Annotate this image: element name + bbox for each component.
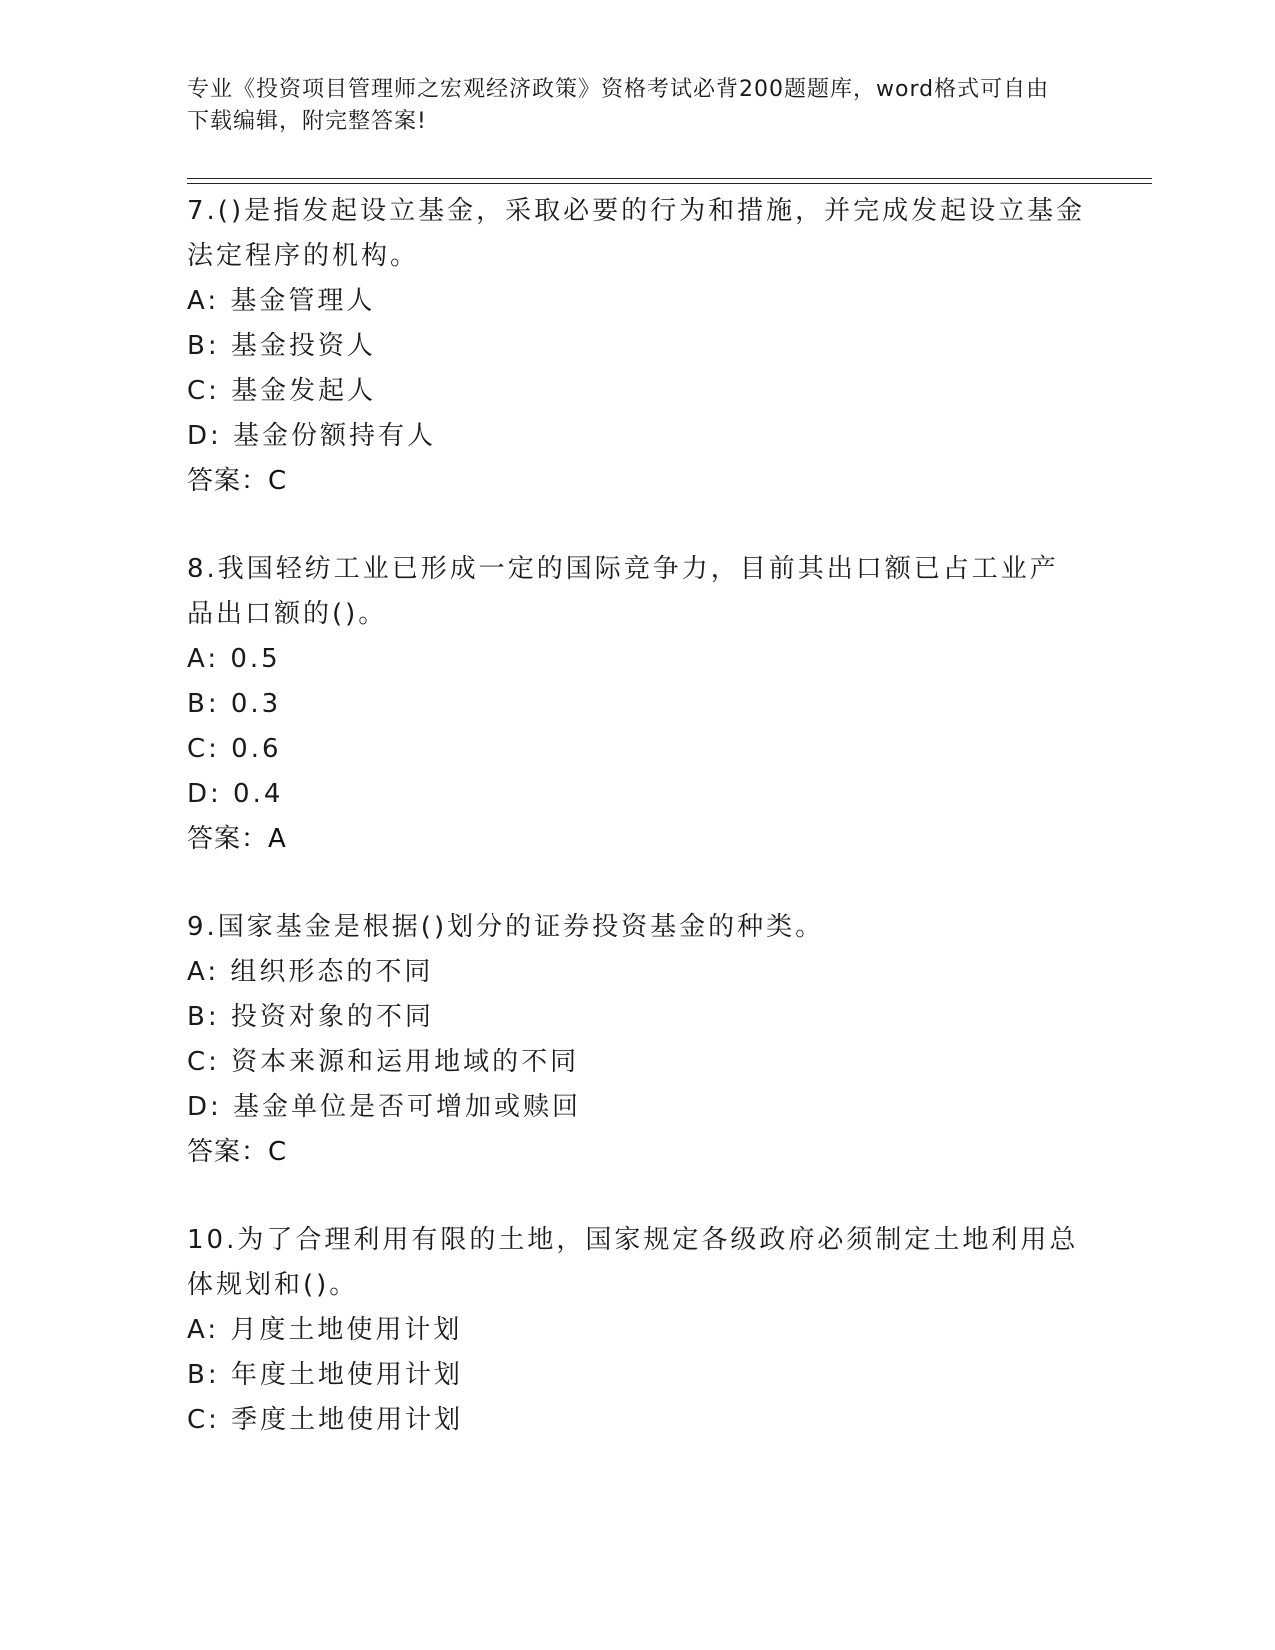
question-option: C: 季度土地使用计划	[187, 1405, 464, 1435]
question-option: D: 基金单位是否可增加或赎回	[187, 1092, 582, 1122]
question-option: A: 基金管理人	[187, 286, 376, 316]
question-option: C: 0.6	[187, 734, 282, 764]
question-list	[187, 189, 1087, 1443]
document-header: 专业《投资项目管理师之宏观经济政策》资格考试必背200题题库，word格式可自由下载编辑，附完整答案!	[187, 77, 1050, 134]
question-option: C: 基金发起人	[187, 376, 377, 406]
header-divider-top	[187, 178, 1152, 179]
question-option: B: 基金投资人	[187, 331, 376, 361]
question-item	[187, 1218, 1087, 1443]
question-item	[187, 547, 1087, 862]
question-item	[187, 189, 1087, 504]
question-answer: 答案：C	[187, 1137, 288, 1167]
question-option: B: 投资对象的不同	[187, 1002, 434, 1032]
question-stem: 8.我国轻纺工业已形成一定的国际竞争力，目前其出口额已占工业产品出口额的()。	[187, 554, 1059, 629]
question-option: A: 组织形态的不同	[187, 957, 434, 987]
question-spacer	[187, 504, 1087, 547]
question-answer: 答案：A	[187, 824, 287, 854]
question-option: C: 资本来源和运用地域的不同	[187, 1047, 580, 1077]
question-option: B: 年度土地使用计划	[187, 1360, 463, 1390]
question-item	[187, 905, 1087, 1175]
question-stem: 9.国家基金是根据()划分的证券投资基金的种类。	[187, 912, 825, 942]
question-option: D: 0.4	[187, 779, 284, 809]
question-spacer	[187, 1175, 1087, 1218]
question-stem: 7.()是指发起设立基金，采取必要的行为和措施，并完成发起设立基金法定程序的机构。	[187, 196, 1086, 271]
question-answer: 答案：C	[187, 466, 288, 496]
question-spacer	[187, 862, 1087, 905]
question-option: A: 月度土地使用计划	[187, 1315, 463, 1345]
question-option: B: 0.3	[187, 689, 282, 719]
question-stem: 10.为了合理利用有限的土地，国家规定各级政府必须制定土地利用总体规划和()。	[187, 1225, 1079, 1300]
header-divider-bottom	[187, 183, 1152, 184]
question-option: A: 0.5	[187, 644, 281, 674]
question-option: D: 基金份额持有人	[187, 421, 437, 451]
